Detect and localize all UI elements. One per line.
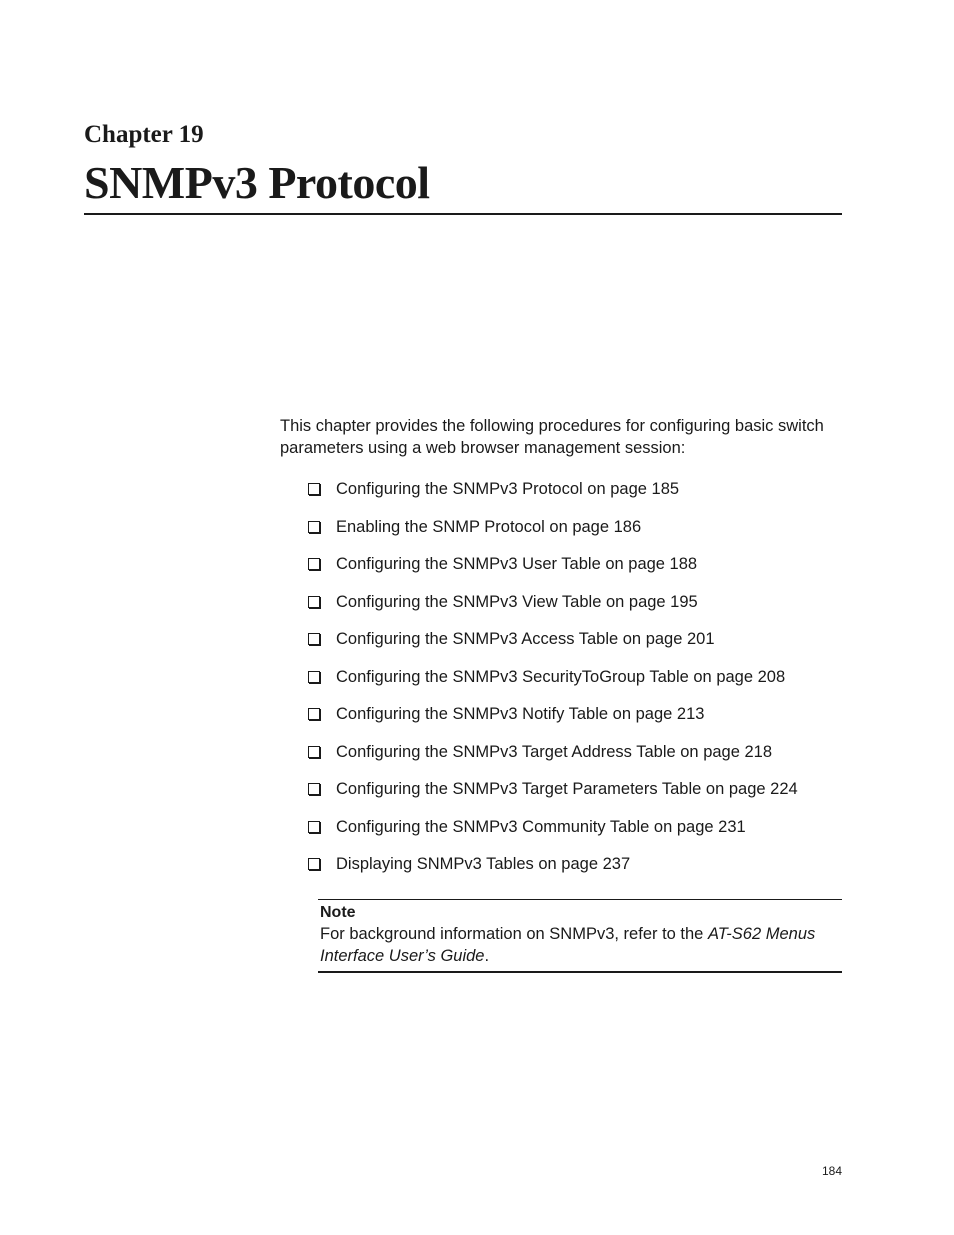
page-number: 184: [821, 1164, 842, 1178]
checkbox-bullet-icon: [308, 746, 320, 758]
note-heading: Note: [320, 904, 356, 921]
chapter-title: SNMPv3 Protocol: [84, 157, 430, 208]
list-item: [308, 515, 848, 553]
list-item: [308, 590, 848, 628]
list-item: [308, 627, 848, 665]
chapter-label: Chapter 19: [84, 121, 204, 148]
intro-paragraph: This chapter provides the following procedures for configuring basic switch parameters using a web browser management session:: [280, 417, 824, 457]
procedure-link[interactable]: Displaying SNMPv3 Tables on page 237: [336, 855, 631, 873]
procedure-link[interactable]: Configuring the SNMPv3 Target Parameters Table on page 224: [336, 780, 798, 798]
checkbox-bullet-icon: [308, 821, 320, 833]
list-item: [308, 852, 848, 890]
list-item: [308, 665, 848, 703]
list-item: [308, 552, 848, 590]
note-box: [318, 899, 842, 973]
list-item: [308, 477, 848, 515]
checkbox-bullet-icon: [308, 521, 320, 533]
title-rule: [84, 213, 842, 215]
checkbox-bullet-icon: [308, 858, 320, 870]
procedure-link[interactable]: Configuring the SNMPv3 SecurityToGroup Table on page 208: [336, 667, 786, 686]
procedure-list: [308, 477, 848, 890]
checkbox-bullet-icon: [308, 708, 320, 720]
checkbox-bullet-icon: [308, 783, 320, 795]
note-text-end: .: [484, 947, 490, 965]
checkbox-bullet-icon: [308, 483, 320, 495]
procedure-link[interactable]: Configuring the SNMPv3 Protocol on page 185: [336, 480, 680, 498]
procedure-link[interactable]: Configuring the SNMPv3 View Table on page 195: [336, 592, 698, 611]
checkbox-bullet-icon: [308, 671, 320, 683]
note-body: [320, 923, 840, 967]
note-text: For background information on SNMPv3, refer to the: [320, 925, 708, 943]
checkbox-bullet-icon: [308, 596, 320, 608]
procedure-link[interactable]: Configuring the SNMPv3 User Table on page 188: [336, 555, 698, 573]
list-item: [308, 740, 848, 778]
guide-title: AT-S62 Menus Interface User’s Guide: [320, 925, 816, 965]
checkbox-bullet-icon: [308, 633, 320, 645]
list-item: [308, 815, 848, 853]
procedure-link[interactable]: Configuring the SNMPv3 Target Address Table on page 218: [336, 742, 773, 761]
list-item: [308, 777, 848, 815]
procedure-link[interactable]: Configuring the SNMPv3 Notify Table on page 213: [336, 705, 705, 723]
list-item: [308, 702, 848, 740]
procedure-link[interactable]: Configuring the SNMPv3 Access Table on page 201: [336, 630, 715, 648]
checkbox-bullet-icon: [308, 558, 320, 570]
procedure-link[interactable]: Configuring the SNMPv3 Community Table on page 231: [336, 817, 746, 836]
procedure-link[interactable]: Enabling the SNMP Protocol on page 186: [336, 517, 642, 536]
